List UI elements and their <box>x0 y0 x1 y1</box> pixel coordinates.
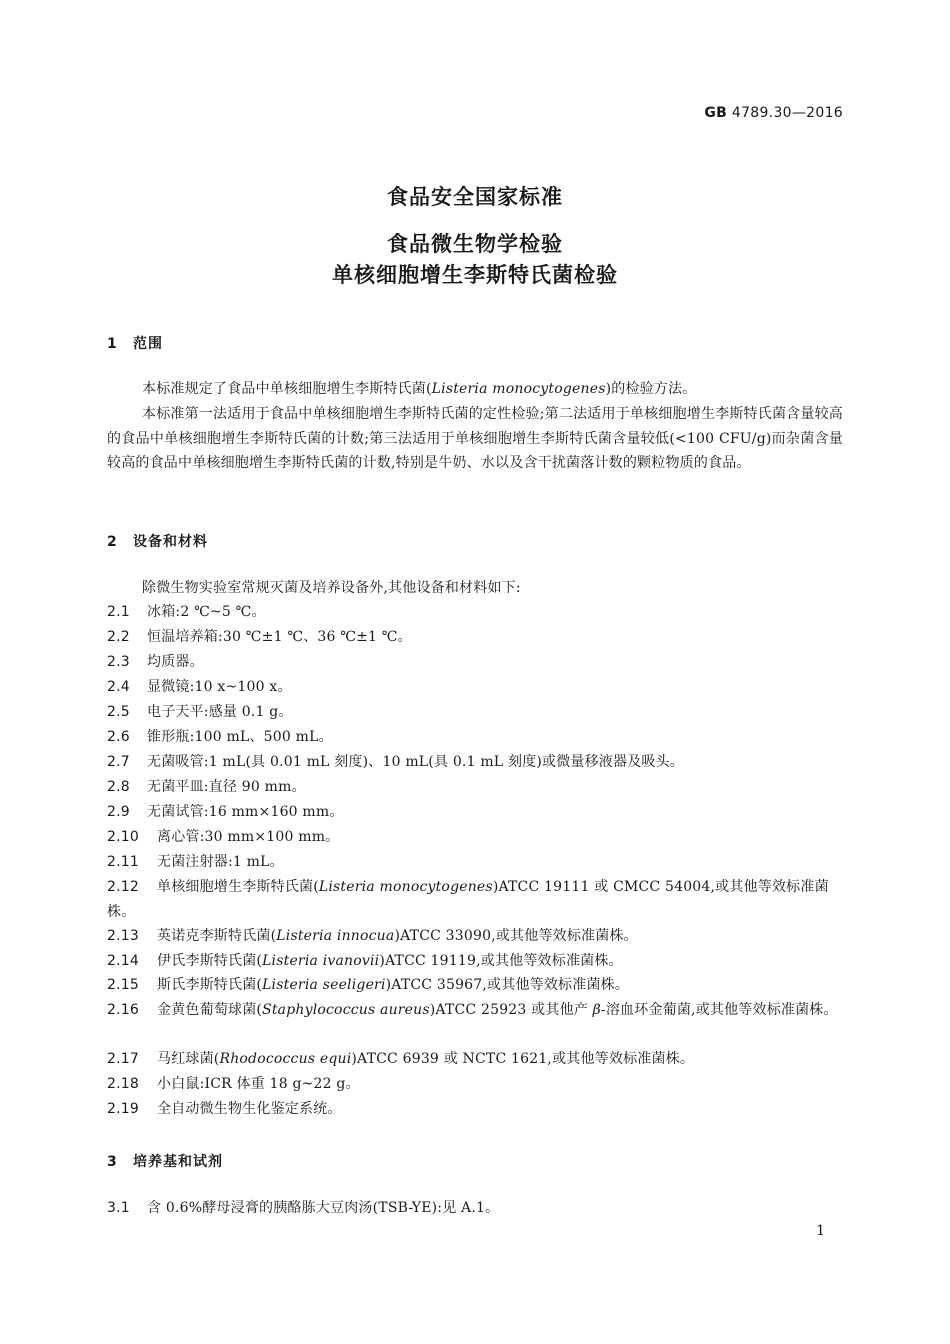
text-run: )的检验方法。 <box>605 381 697 397</box>
standard-code <box>704 105 843 121</box>
item-number: 2.17 <box>107 1051 139 1067</box>
list-item <box>107 924 843 949</box>
list-item <box>107 998 843 1023</box>
species-name: Staphylococcus aureus <box>262 1002 430 1018</box>
list-item <box>107 625 843 650</box>
list-item <box>107 973 843 998</box>
species-name: Listeria monocytogenes <box>318 879 493 895</box>
scope-paragraph-2: 本标准第一法适用于食品中单核细胞增生李斯特氏菌的定性检验;第二法适用于单核细胞增生李斯特氏菌含量较高的食品中单核细胞增生李斯特氏菌的计数;第三法适用于单核细胞增生李斯特氏菌含量较低(<100 CFU/g)而杂菌含量较高的食品中单核细胞增生李斯特氏菌的计数,特别是牛奶、水以及含干扰菌落计数的颗粒物质的食品。 <box>107 406 843 471</box>
item-text: 电子天平:感量 0.1 g。 <box>147 704 293 720</box>
item-number: 2.4 <box>107 679 130 695</box>
item-text: )ATCC 19111 或 CMCC 54004,或其他等效标准菌株。 <box>107 879 829 920</box>
item-text: 小白鼠:ICR 体重 18 g~22 g。 <box>157 1076 360 1092</box>
item-text: )ATCC 25923 或其他产 <box>429 1002 593 1018</box>
scope-paragraph-1 <box>107 377 843 402</box>
title-line-2: 食品微生物学检验 <box>387 232 563 256</box>
title-line-1: 食品安全国家标准 <box>387 185 563 209</box>
list-item <box>107 750 843 775</box>
standard-code-prefix: GB <box>704 105 728 121</box>
item-number: 2.7 <box>107 754 130 770</box>
item-number: 2.12 <box>107 879 139 895</box>
item-number: 2.8 <box>107 779 130 795</box>
species-name: Listeria ivanovii <box>262 953 380 969</box>
list-item <box>107 1047 843 1072</box>
item-number: 2.9 <box>107 804 130 820</box>
item-text: 无菌试管:16 mm×160 mm。 <box>147 804 344 820</box>
item-text: )ATCC 6939 或 NCTC 1621,或其他等效标准菌株。 <box>351 1051 695 1067</box>
item-text: -溶血环金葡菌,或其他等效标准菌株。 <box>600 1002 838 1018</box>
item-text: 马红球菌( <box>157 1051 220 1067</box>
list-item <box>107 875 843 924</box>
item-number: 2.5 <box>107 704 130 720</box>
section-number: 2 <box>107 534 118 550</box>
item-number: 2.19 <box>107 1101 139 1117</box>
section-title: 范围 <box>133 336 163 352</box>
item-number: 2.13 <box>107 928 139 944</box>
item-text: 单核细胞增生李斯特氏菌( <box>157 879 319 895</box>
item-text: 显微镜:10 x~100 x。 <box>147 679 292 695</box>
beta-symbol: β <box>592 1002 601 1018</box>
item-text: )ATCC 35967,或其他等效标准菌株。 <box>385 977 630 993</box>
section-number: 3 <box>107 1154 118 1170</box>
item-text: 伊氏李斯特氏菌( <box>157 953 263 969</box>
list-item <box>107 675 843 700</box>
item-number: 2.3 <box>107 654 130 670</box>
item-text: )ATCC 33090,或其他等效标准菌株。 <box>394 928 638 944</box>
item-number: 2.2 <box>107 629 130 645</box>
item-number: 2.11 <box>107 854 139 870</box>
item-number: 2.1 <box>107 604 130 620</box>
item-number: 2.18 <box>107 1076 139 1092</box>
list-item <box>107 725 843 750</box>
item-text: 含 0.6%酵母浸膏的胰酪胨大豆肉汤(TSB-YE):见 A.1。 <box>147 1200 500 1216</box>
item-text: 恒温培养箱:30 ℃±1 ℃、36 ℃±1 ℃。 <box>147 629 412 645</box>
item-text: 离心管:30 mm×100 mm。 <box>157 829 340 845</box>
item-text: 斯氏李斯特氏菌( <box>157 977 263 993</box>
section-2-heading <box>107 531 208 551</box>
item-text: 锥形瓶:100 mL、500 mL。 <box>147 729 333 745</box>
item-number: 2.6 <box>107 729 130 745</box>
list-item <box>107 850 843 875</box>
item-number: 3.1 <box>107 1200 130 1216</box>
list-item <box>107 800 843 825</box>
item-text: 英诺克李斯特氏菌( <box>157 928 277 944</box>
list-item <box>107 1072 843 1097</box>
species-name: Listeria monocytogenes <box>431 381 606 397</box>
item-text: 全自动微生物生化鉴定系统。 <box>157 1101 342 1117</box>
list-item <box>107 825 843 850</box>
standard-code-number: 4789.30—2016 <box>731 105 843 121</box>
page-number: 1 <box>816 1223 825 1239</box>
item-text: 无菌注射器:1 mL。 <box>157 854 284 870</box>
item-number: 2.14 <box>107 953 139 969</box>
list-item <box>107 600 843 625</box>
species-name: Rhodococcus equi <box>219 1051 352 1067</box>
list-item <box>107 650 843 675</box>
section-1-heading <box>107 333 163 353</box>
item-number: 2.16 <box>107 1002 139 1018</box>
text-run: 本标准规定了食品中单核细胞增生李斯特氏菌( <box>142 381 432 397</box>
list-item <box>107 775 843 800</box>
section-number: 1 <box>107 336 118 352</box>
section-3-heading <box>107 1151 223 1171</box>
title-line-3: 单核细胞增生李斯特氏菌检验 <box>332 263 618 287</box>
list-item <box>107 700 843 725</box>
species-name: Listeria seeligeri <box>262 977 386 993</box>
item-text: )ATCC 19119,或其他等效标准菌株。 <box>379 953 623 969</box>
item-number: 2.10 <box>107 829 139 845</box>
section-title: 培养基和试剂 <box>133 1154 223 1170</box>
item-text: 均质器。 <box>147 654 204 670</box>
equipment-intro: 除微生物实验室常规灭菌及培养设备外,其他设备和材料如下: <box>142 580 521 596</box>
item-number: 2.15 <box>107 977 139 993</box>
list-item <box>107 949 843 974</box>
section-title: 设备和材料 <box>133 534 208 550</box>
item-text: 金黄色葡萄球菌( <box>157 1002 263 1018</box>
list-item <box>107 1196 843 1221</box>
item-text: 无菌吸管:1 mL(具 0.01 mL 刻度)、10 mL(具 0.1 mL 刻度)或微量移液器及吸头。 <box>147 754 685 770</box>
item-text: 无菌平皿:直径 90 mm。 <box>147 779 306 795</box>
species-name: Listeria innocua <box>276 928 395 944</box>
list-item <box>107 1097 843 1122</box>
item-text: 冰箱:2 ℃~5 ℃。 <box>147 604 266 620</box>
